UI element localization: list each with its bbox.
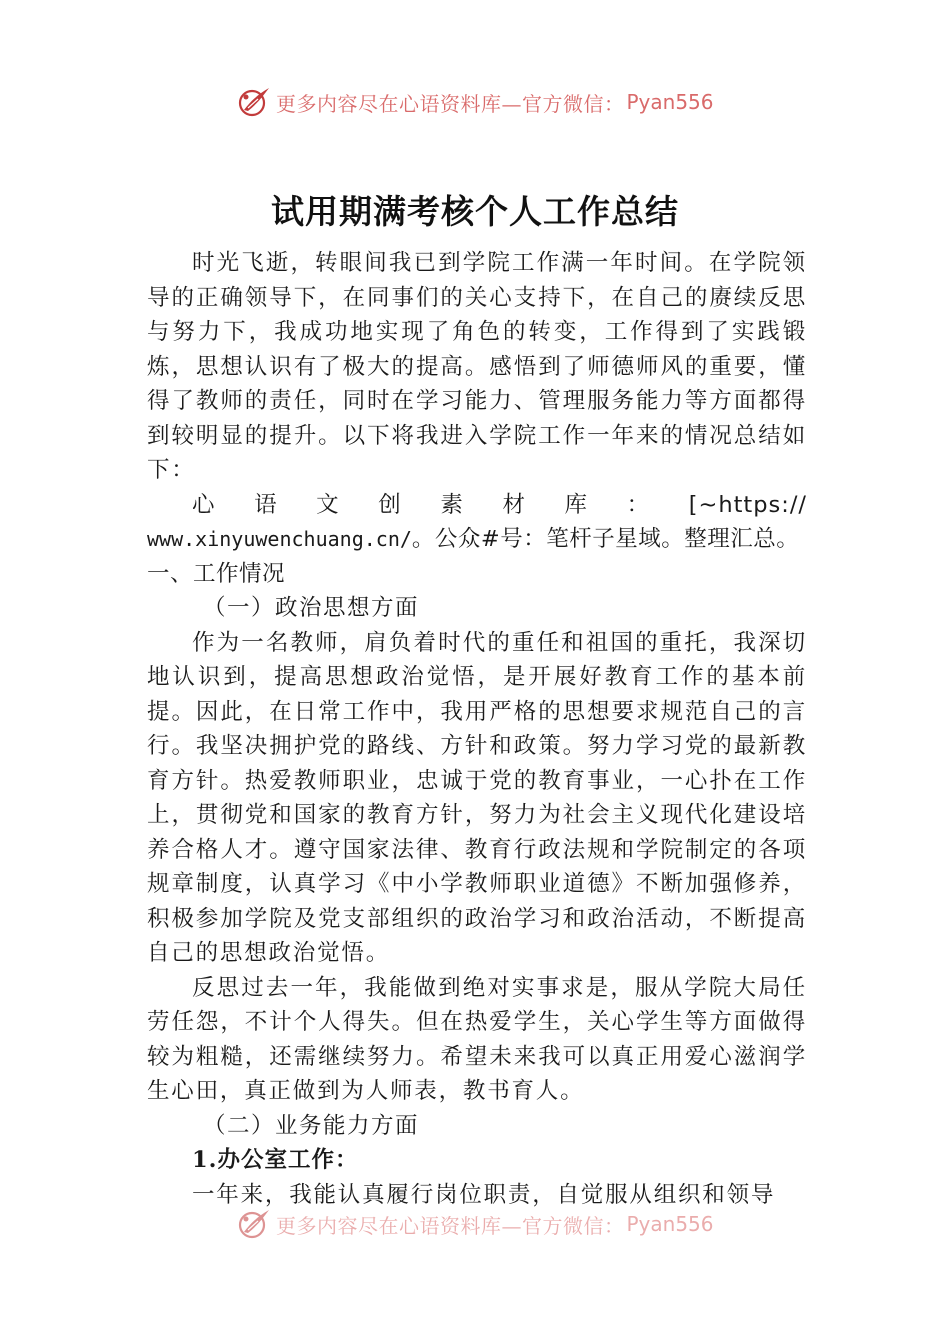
header-banner — [0, 80, 950, 124]
footer-banner — [0, 1202, 950, 1246]
wechat-id: Pyan556 — [626, 90, 714, 114]
section-1-paragraph-2: 反思过去一年，我能做到绝对实事求是，服从学院大局任劳任怨，不计个人得失。但在热爱学生，关心学生等方面做得较为粗糙，还需继续努力。希望未来我可以真正用爱心滋润学生心田，真正做到为人师表，教书育人。 — [147, 974, 807, 1104]
intro-paragraph: 时光飞逝，转眼间我已到学院工作满一年时间。在学院领导的正确领导下，在同事们的关心支持下，在自己的赓续反思与努力下，我成功地实现了角色的转变，工作得到了实践锻炼，思想认识有了极大的提高。感悟到了师德师风的重要，懂得了教师的责任，同时在学习能力、管理服务能力等方面都得到较明显的提升。以下将我进入学院工作一年来的情况总结如下： — [147, 250, 807, 483]
source-continuation — [147, 522, 807, 591]
source-rest: 。公众#号：笔杆子星域。整理汇总。一、工作情况 — [147, 526, 800, 587]
source-url: www.xinyuwenchuang.cn/ — [147, 527, 412, 551]
wechat-id: Pyan556 — [626, 1212, 714, 1236]
item-1-heading: 1.办公室工作： — [192, 1147, 359, 1173]
section-1-paragraph-1: 作为一名教师，肩负着时代的重任和祖国的重托，我深切地认识到，提高思想政治觉悟，是开展好教育工作的基本前提。因此，在日常工作中，我用严格的思想要求规范自己的言行。我坚决拥护党的路线、方针和政策。努力学习党的最新教育方针。热爱教师职业，忠诚于党的教育事业，一心扑在工作上，贯彻党和国家的教育方针，努力为社会主义现代化建设培养合格人才。遵守国家法律、教育行政法规和学院制定的各项规章制度，认真学习《中小学教师职业道德》不断加强修养，积极参加学院及党支部组织的政治学习和政治活动，不断提高自己的思想政治觉悟。 — [147, 629, 807, 966]
source-line — [147, 488, 807, 523]
quill-logo-icon — [236, 1206, 272, 1242]
page-title: 试用期满考核个人工作总结 — [271, 192, 679, 231]
banner-text: 更多内容尽在心语资料库—官方微信： — [276, 91, 625, 116]
banner-text: 更多内容尽在心语资料库—官方微信： — [276, 1213, 625, 1238]
item-1-paragraph: 一年来，我能认真履行岗位职责，自觉服从组织和领导 — [192, 1181, 776, 1208]
document-body — [147, 246, 807, 1212]
section-1-heading: （一）政治思想方面 — [203, 595, 420, 621]
source-label: 心 语 文 创 素 材 库 ： [~https:// — [192, 491, 807, 518]
quill-logo-icon — [236, 84, 272, 120]
section-2-heading: （二）业务能力方面 — [203, 1112, 420, 1139]
